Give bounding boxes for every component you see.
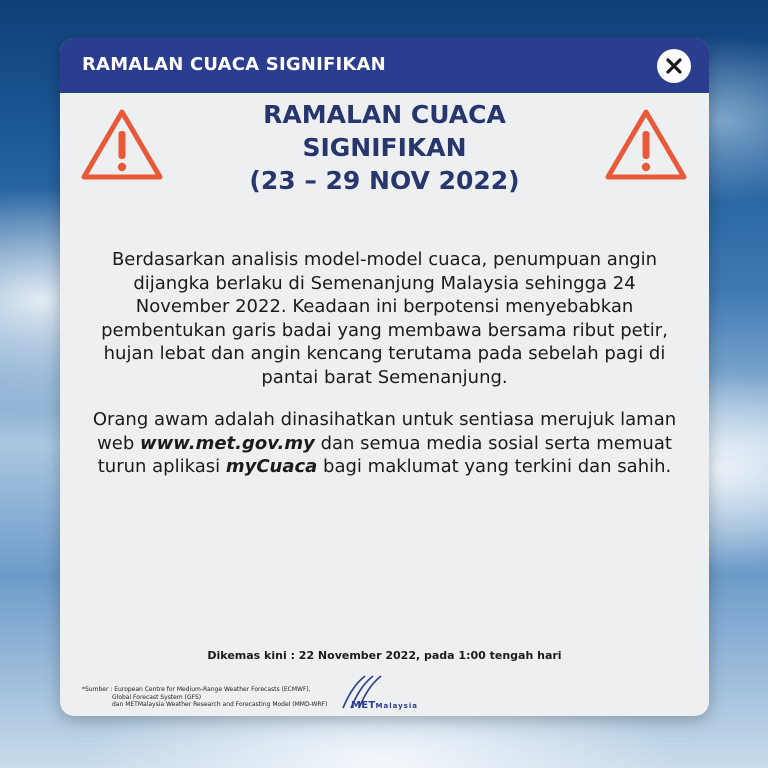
dialog-titlebar [60, 38, 709, 93]
source-line: Global Forecast System (GFS) [112, 693, 202, 701]
forecast-paragraph: Berdasarkan analisis model-model cuaca, penumpuan angin dijangka berlaku di Semenanjung Malaysia sehingga 24 November 2022. Keadaan ini berpotensi menyebabkan pembentukan garis badai yang membawa bersama ribut petir, hujan lebat dan angin kencang terutama pada sebelah pagi di pantai barat Semenanjung. [101, 249, 668, 388]
warning-triangle-icon [604, 107, 688, 181]
heading-line: RAMALAN CUACA [263, 100, 506, 129]
metmalaysia-logo-text [351, 700, 418, 711]
website-link[interactable]: www.met.gov.my [140, 432, 315, 454]
logo-met: MET [351, 700, 376, 711]
heading-date-range: (23 – 29 NOV 2022) [249, 166, 520, 195]
app-name: myCuaca [225, 456, 318, 477]
dialog-title: RAMALAN CUACA SIGNIFIKAN [82, 54, 386, 75]
updated-timestamp: Dikemas kini : 22 November 2022, pada 1:00 tengah hari [207, 649, 562, 662]
advisory-text: Orang awam adalah dinasihatkan untuk sentiasa merujuk laman web [92, 409, 677, 454]
forecast-heading [210, 98, 559, 197]
source-line: *Sumber : European Centre for Medium-Range Weather Forecasts (ECMWF), [82, 686, 311, 693]
heading-line: SIGNIFIKAN [302, 133, 467, 162]
advisory-text: bagi maklumat yang terkini dan sahih. [317, 456, 672, 477]
advisory-paragraph [85, 408, 684, 479]
logo-malaysia: Malaysia [375, 702, 418, 710]
source-note [82, 686, 327, 709]
close-button[interactable] [657, 49, 691, 83]
warning-triangle-icon [80, 107, 164, 181]
source-line: dan METMalaysia Weather Research and Forecasting Model (MMD-WRF) [112, 701, 328, 709]
advisory-text: dan semua media sosial serta memuat turun aplikasi [97, 432, 672, 477]
forecast-dialog [60, 38, 709, 716]
close-x-icon [665, 57, 683, 75]
